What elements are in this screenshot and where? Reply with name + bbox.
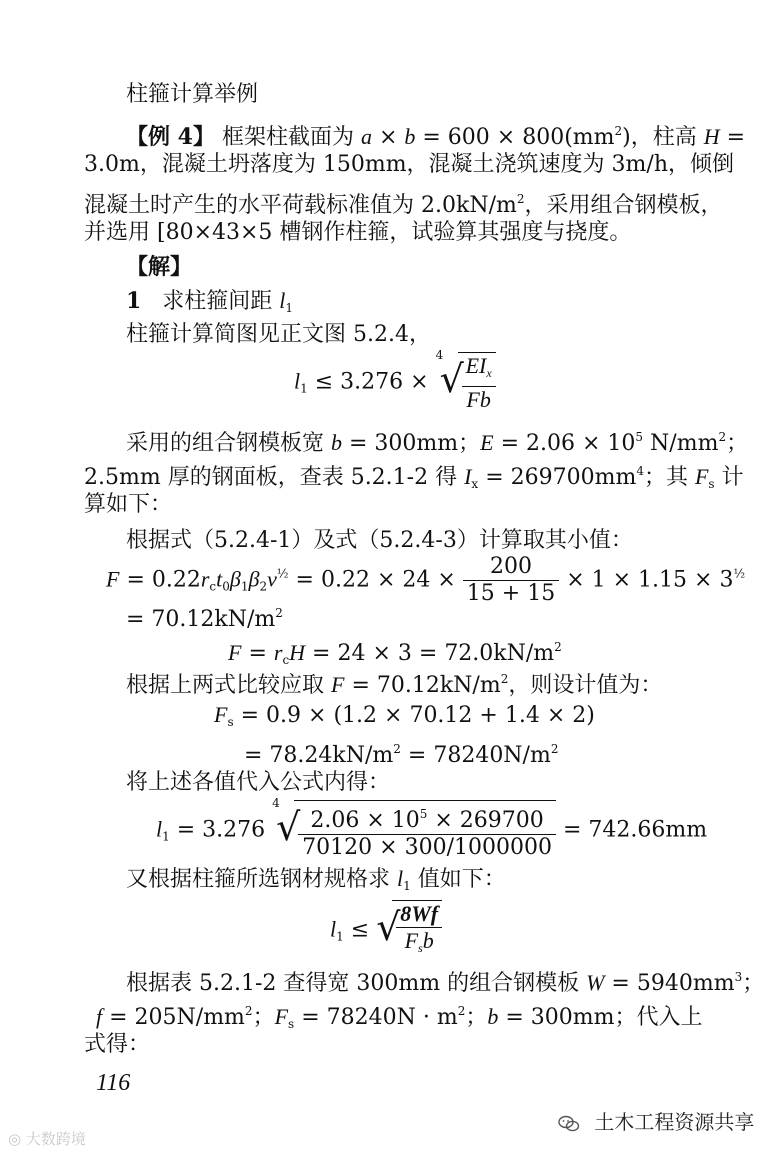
wechat-icon <box>558 1115 580 1133</box>
fraction-denominator: Fb <box>466 387 491 412</box>
paragraph-9: $f = 205N/mm^2$；$F_s = 78240N \cdot m^2$；b = 300mm；代入上 <box>96 1004 703 1031</box>
watermark-logo-icon: ◎ <box>8 1130 22 1148</box>
square-root: √ $\frac{8Wf}{F_sb}$ <box>376 900 442 961</box>
account-name: 土木工程资源共享 <box>594 1110 755 1134</box>
paragraph-7: 又根据柱箍所选钢材规格求 $l_1$ 值如下： <box>126 866 506 893</box>
step1-note: 柱箍计算简图见正文图 5.2.4， <box>126 322 431 347</box>
example-text-1: 框架柱截面为 $a \times b = 600 \times 800(mm^2)$，柱高 H = <box>221 124 746 150</box>
formula-Fs-2: = $78.24kN/m^2 = 78240N/m^2$ <box>244 742 559 768</box>
paragraph-6: 将上述各值代入公式内得： <box>126 770 391 795</box>
fourth-root: 4 √ $\frac{EI_x}{Fb}$ <box>436 352 496 413</box>
fraction-numerator: 200 <box>463 554 559 581</box>
formula-l1-bound: $l_1 \le 3.276$ × 4 √ $\frac{EI_x}{Fb}$ <box>294 352 496 413</box>
fraction-numerator: $EI_x$ <box>462 353 496 387</box>
example-line-4: 并选用 [80×43×5 槽钢作柱箍，试验算其强度与挠度。 <box>84 220 632 245</box>
watermark-left <box>8 1128 86 1149</box>
formula-F-result: = $70.12kN/m^2$ <box>126 606 283 632</box>
example-line-3: 混凝土时产生的水平荷载标准值为 $2.0kN/m^2$，采用组合钢模板， <box>84 192 723 218</box>
step1-title: 1 求柱箍间距 $l_1$ <box>126 288 294 315</box>
fraction-denominator: 70120 × 300/1000000 <box>302 835 552 860</box>
example-line-2: 3.0m，混凝土坍落度为 150mm，混凝土浇筑速度为 3m/h，倾倒 <box>84 152 734 177</box>
section-heading: 柱箍计算举例 <box>126 82 259 107</box>
paragraph-2: 2.5mm 厚的钢面板，查表 5.2.1-2 得 $I_x = 269700mm^4$；其 $F_s$ 计 <box>84 464 744 491</box>
paragraph-4: 根据式（5.2.4-1）及式（5.2.4-3）计算取其小值： <box>126 528 633 553</box>
example-line-1 <box>126 116 745 153</box>
fourth-root: 4 √ $\frac{2.06 \times 10^5 \times 269700}{70120 \times 300/1000000}$ <box>272 800 556 861</box>
watermark-left-text: 大数跨境 <box>25 1130 86 1148</box>
formula-l1-result: $l_1 = 3.276$ 4 √ $\frac{2.06 \times 10^5 \times 269700}{70120 \times 300/1000000}$ = 742.66mm <box>156 796 708 860</box>
paragraph-3: 算如下： <box>84 492 173 517</box>
paragraph-1: 采用的组合钢模板宽 b = 300mm；$E = 2.06 \times 10^5$ $N/mm^2$； <box>126 430 749 456</box>
paragraph-10: 式得： <box>84 1032 151 1057</box>
fraction-denominator: 15 + 15 <box>466 581 556 606</box>
page-number: 116 <box>96 1070 131 1096</box>
formula-l1-strength: $l_1$ ≤ √ $\frac{8Wf}{F_sb}$ <box>330 900 442 961</box>
example-tag: 【例 4】 <box>126 124 215 150</box>
paragraph-8: 根据表 5.2.1-2 查得宽 300mm 的组合钢模板 $W = 5940mm^3$； <box>126 970 764 996</box>
fraction-numerator: $2.06 \times 10^5 \times 269700$ <box>298 801 556 835</box>
solution-tag: 【解】 <box>126 254 193 280</box>
step-number: 1 <box>126 288 142 314</box>
formula-F-alt: $F = r_cH = 24 \times 3 = 72.0kN/m^2$ <box>228 640 562 667</box>
fraction-numerator: 8Wf <box>396 901 442 928</box>
formula-F-calc: $F = 0.22r_ct_0\beta_1\beta_2v^{\frac{1}{2}} = 0.22 \times 24$ × $\frac{200}{15 + 15}$ × $1 \times 1.15 \times 3^{\frac{1}{2}}$ <box>106 554 746 606</box>
paragraph-5: 根据上两式比较应取 $F = 70.12kN/m^2$，则设计值为： <box>126 672 663 698</box>
fraction-denominator: $F_sb$ <box>404 928 434 955</box>
account-watermark <box>558 1106 754 1135</box>
formula-Fs-1: $F_s = 0.9 \times (1.2 \times 70.12 + 1.4 \times 2)$ <box>214 702 595 729</box>
